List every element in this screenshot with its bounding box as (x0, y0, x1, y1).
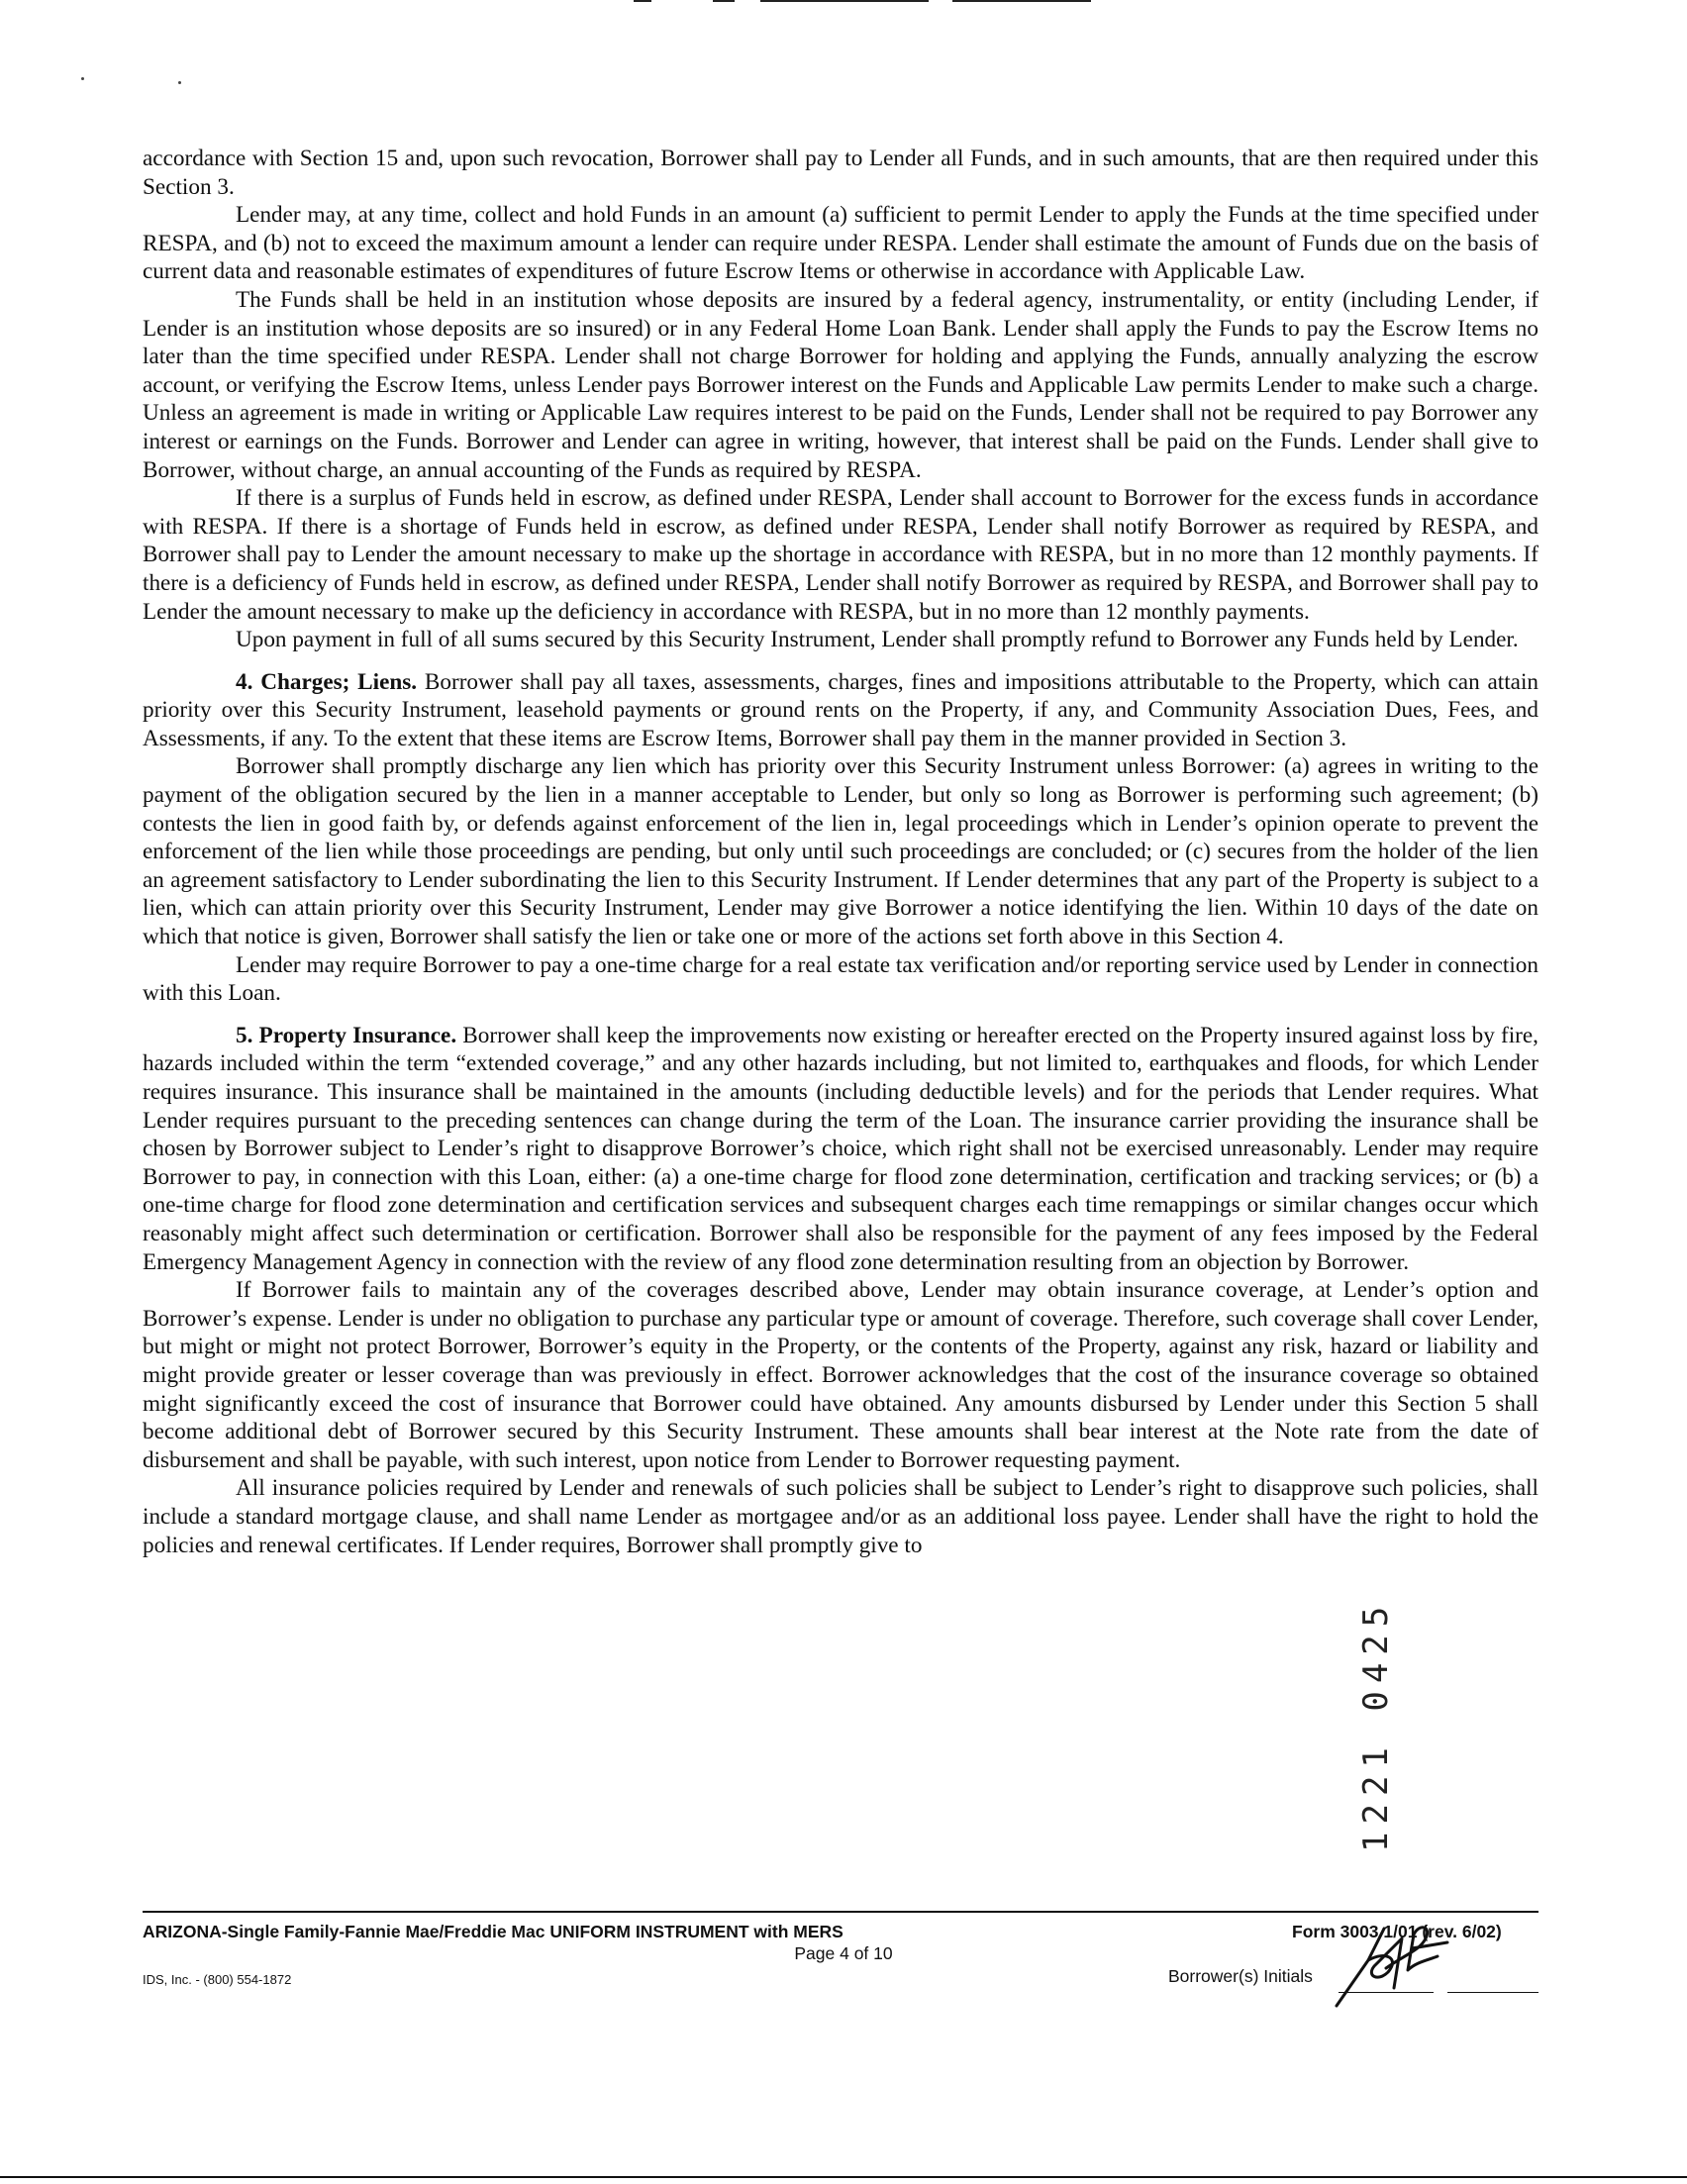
paragraph (143, 1474, 1538, 1559)
paragraph-text: Lender may require Borrower to pay a one-time charge for a real estate tax verification and/or reporting service used by Lender in connection with this Loan. (143, 951, 1538, 1007)
paragraph (143, 951, 1538, 1008)
paragraph-text: Borrower shall pay all taxes, assessments, charges, fines and impositions attributable to the Property, which can attain priority over this Security Instrument, leasehold payments or ground rents on the Property, if any, and Community Association Dues, Fees, and Assessments, if any. To the extent that these items are Escrow Items, Borrower shall pay them in the manner provided in Section 3. (143, 668, 1538, 751)
paragraph (143, 145, 1538, 201)
paragraph-text: Borrower shall promptly discharge any lien which has priority over this Security Instrument unless Borrower: (a) agrees in writing to the payment of the obligation secured by the lien in a manner acceptable to Lender, but only so long as Borrower is performing such agreement; (b) contests the lien in good faith by, or defends against enforcement of the lien in, legal proceedings which in Lender’s opinion operate to prevent the enforcement of the lien while those proceedings are pending, but only until such proceedings are concluded; or (c) secures from the holder of the lien an agreement satisfactory to Lender subordinating the lien to this Security Instrument. If Lender determines that any part of the Property is subject to a lien, which can attain priority over this Security Instrument, Lender may give Borrower a notice identifying the lien. Within 10 days of the date on which that notice is given, Borrower shall satisfy the lien or take one or more of the actions set forth above in this Section 4. (143, 753, 1538, 950)
paragraph-text: Lender may, at any time, collect and hold Funds in an amount (a) sufficient to permit Lender to apply the Funds at the time specified under RESPA, and (b) not to exceed the maximum amount a lender can require under RESPA. Lender shall estimate the amount of Funds due on the basis of current data and reasonable estimates of expenditures of future Escrow Items or otherwise in accordance with Applicable Law. (143, 202, 1538, 285)
paragraph (143, 201, 1538, 286)
section-4-paragraph (143, 668, 1538, 753)
section-heading: 5. Property Insurance. (236, 1022, 457, 1048)
paragraph (143, 484, 1538, 626)
section-heading: 4. Charges; Liens. (236, 668, 418, 695)
recording-number-stamp: 1221 0425 (1356, 1598, 1396, 1853)
paragraph-text: Upon payment in full of all sums secured by this Security Instrument, Lender shall promptly refund to Borrower any Funds held by Lender. (236, 627, 1519, 653)
paragraph-text: If there is a surplus of Funds held in escrow, as defined under RESPA, Lender shall account to Borrower for the excess funds in accordance with RESPA. If there is a shortage of Funds held in escrow, as defined under RESPA, Lender shall notify Borrower as required by RESPA, and Borrower shall pay to Lender the amount necessary to make up the shortage in accordance with RESPA, but in no more than 12 monthly payments. If there is a deficiency of Funds held in escrow, as defined under RESPA, Lender shall notify Borrower as required by RESPA, and Borrower shall pay to Lender the amount necessary to make up the deficiency in accordance with RESPA, but in no more than 12 monthly payments. (143, 485, 1538, 625)
paragraph (143, 752, 1538, 950)
initials-signature (1317, 1899, 1465, 2018)
paragraph (143, 286, 1538, 484)
scan-dot (178, 81, 181, 84)
form-title: ARIZONA-Single Family-Fannie Mae/Freddie Mac UNIFORM INSTRUMENT with MERS (143, 1922, 844, 1941)
paragraph-text: The Funds shall be held in an institution whose deposits are insured by a federal agency, instrumentality, or entity (including Lender, if Lender is an institution whose deposits are so insured) or in any Federal Home Loan Bank. Lender shall apply the Funds to pay the Escrow Items no later than the time specified under RESPA. Lender shall not charge Borrower for holding and applying the Funds, annually analyzing the escrow account, or verifying the Escrow Items, unless Lender pays Borrower interest on the Funds and Applicable Law permits Lender to make such a charge. Unless an agreement is made in writing or Applicable Law requires interest to be paid on the Funds, Lender shall not be required to pay Borrower any interest or earnings on the Funds. Borrower and Lender can agree in writing, however, that interest shall be paid on the Funds. Lender shall give to Borrower, without charge, an annual accounting of the Funds as required by RESPA. (143, 286, 1538, 483)
paragraph (143, 1276, 1538, 1474)
paragraph-text: If Borrower fails to maintain any of the coverages described above, Lender may obtain insurance coverage, at Lender’s option and Borrower’s expense. Lender is under no obligation to purchase any particular type or amount of coverage. Therefore, such coverage shall cover Lender, but might or might not protect Borrower, Borrower’s equity in the Property, or the contents of the Property, against any risk, hazard or liability and might provide greater or lesser coverage than was previously in effect. Borrower acknowledges that the cost of the insurance coverage so obtained might significantly exceed the cost of insurance that Borrower could have obtained. Any amounts disbursed by Lender under this Section 5 shall become additional debt of Borrower secured by this Security Instrument. These amounts shall bear interest at the Note rate from the date of disbursement and shall be payable, with such interest, upon notice from Lender to Borrower requesting payment. (143, 1277, 1538, 1473)
section-5-paragraph (143, 1022, 1538, 1276)
publisher-info: IDS, Inc. - (800) 554-1872 (143, 1972, 292, 1987)
paragraph-text: All insurance policies required by Lender and renewals of such policies shall be subject to Lender’s right to disapprove such policies, shall include a standard mortgage clause, and shall name Lender as mortgagee and/or as an additional loss payee. Lender shall have the right to hold the policies and renewal certificates. If Lender requires, Borrower shall promptly give to (143, 1475, 1538, 1558)
paragraph-text: accordance with Section 15 and, upon such revocation, Borrower shall pay to Lender all Funds, and in such amounts, that are then required under this Section 3. (143, 146, 1538, 200)
page-number: Page 4 of 10 (794, 1943, 893, 1963)
paragraph-text: Borrower shall keep the improvements now existing or hereafter erected on the Property insured against loss by fire, hazards included within the term “extended coverage,” and any other hazards including, but not limited to, earthquakes and floods, for which Lender requires insurance. This insurance shall be maintained in the amounts (including deductible levels) and for the periods that Lender requires. What Lender requires pursuant to the preceding sentences can change during the term of the Loan. The insurance carrier providing the insurance shall be chosen by Borrower subject to Lender’s right to disapprove Borrower’s choice, which right shall not be exercised unreasonably. Lender may require Borrower to pay, in connection with this Loan, either: (a) a one-time charge for flood zone determination, certification and tracking services; or (b) a one-time charge for flood zone determination and certification services and subsequent charges each time remappings or similar changes occur which reasonably might affect such determination or certification. Borrower shall also be responsible for the payment of any fees imposed by the Federal Emergency Management Agency in connection with the review of any flood zone determination resulting from an objection by Borrower. (143, 1022, 1538, 1275)
paragraph (143, 626, 1538, 654)
page-bottom-edge (0, 2176, 1687, 2178)
scan-dot (81, 77, 84, 80)
top-scan-marks (594, 0, 1109, 4)
form-number: Form 3003 1/01 (rev. 6/02) (1292, 1922, 1502, 1941)
initials-label: Borrower(s) Initials (1168, 1966, 1313, 1986)
document-body (143, 145, 1538, 1559)
